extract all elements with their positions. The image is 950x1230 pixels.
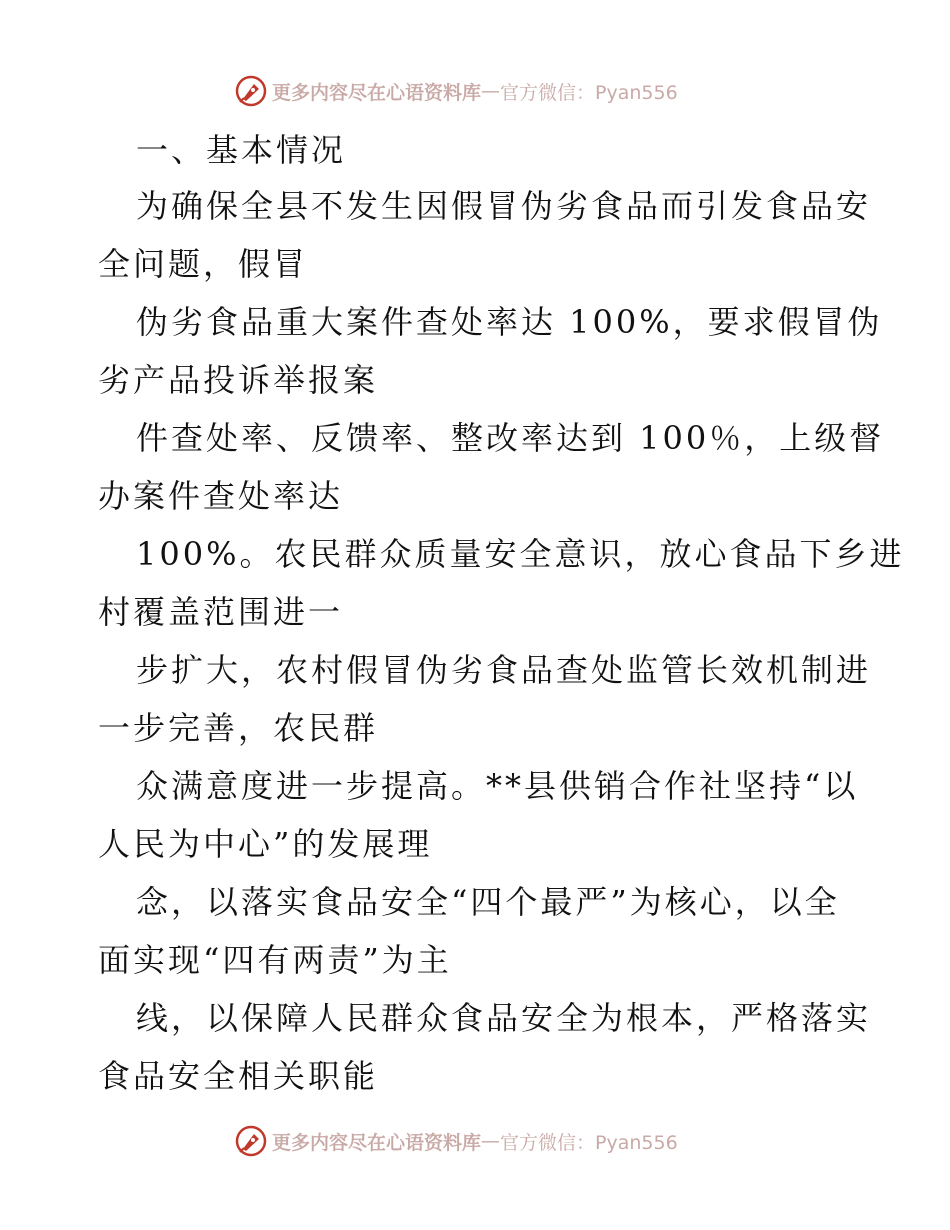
watermark-main-text: 更多内容尽在心语资料库 xyxy=(272,81,482,104)
section-heading: 一、基本情况 xyxy=(136,131,347,169)
watermark-dash: — xyxy=(481,1130,501,1152)
footer-watermark xyxy=(234,1124,678,1158)
pen-nib-logo-icon xyxy=(234,74,268,108)
paragraph-line: 步扩大，农村假冒伪劣食品查处监管长效机制进 xyxy=(136,651,872,689)
pen-nib-logo-icon xyxy=(234,1124,268,1158)
paragraph-line: 100%。农民群众质量安全意识，放心食品下乡进 xyxy=(136,535,905,573)
watermark-dash: — xyxy=(481,80,501,102)
paragraph-line: 件查处率、反馈率、整改率达到 100％，上级督 xyxy=(136,419,885,457)
paragraph-line: 办案件查处率达 xyxy=(98,477,344,515)
paragraph-line: 为确保全县不发生因假冒伪劣食品而引发食品安 xyxy=(136,187,872,225)
paragraph-line: 众满意度进一步提高。**县供销合作社坚持“以 xyxy=(136,767,859,805)
paragraph-line: 劣产品投诉举报案 xyxy=(98,361,379,399)
watermark-main-text: 更多内容尽在心语资料库 xyxy=(272,1131,482,1154)
paragraph-line: 一步完善，农民群 xyxy=(98,709,379,747)
header-watermark xyxy=(234,74,678,108)
paragraph-line: 食品安全相关职能 xyxy=(98,1057,379,1095)
paragraph-line: 人民为中心”的发展理 xyxy=(98,825,433,863)
watermark-sub-text: 官方微信：Pyan556 xyxy=(500,1131,678,1154)
paragraph-line: 全问题，假冒 xyxy=(98,245,309,283)
watermark-sub-text: 官方微信：Pyan556 xyxy=(500,81,678,104)
paragraph-line: 村覆盖范围进一 xyxy=(98,593,344,631)
paragraph-line: 伪劣食品重大案件查处率达 100%，要求假冒伪 xyxy=(136,303,883,341)
paragraph-line: 线，以保障人民群众食品安全为根本，严格落实 xyxy=(136,999,872,1037)
paragraph-line: 念，以落实食品安全“四个最严”为核心，以全 xyxy=(136,883,840,921)
paragraph-line: 面实现“四有两责”为主 xyxy=(98,941,452,979)
